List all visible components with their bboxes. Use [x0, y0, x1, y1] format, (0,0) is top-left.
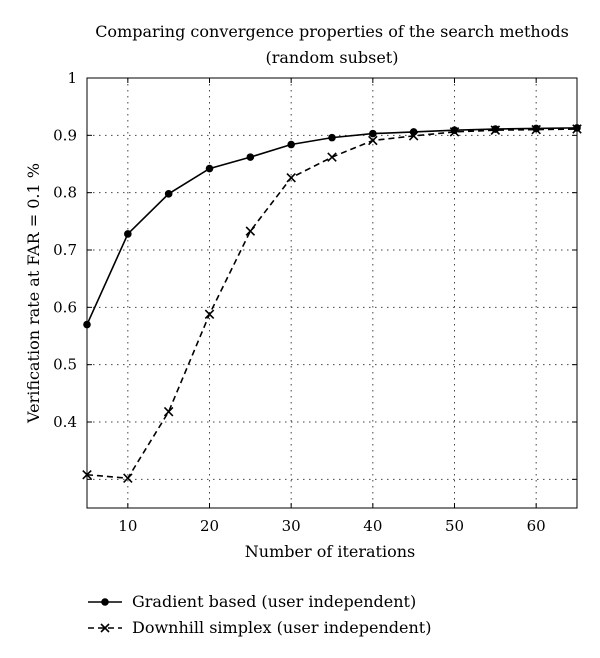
data-point — [165, 190, 173, 198]
series-line — [87, 129, 577, 478]
legend-marker-dot — [101, 598, 109, 606]
y-axis-label: Verification rate at FAR = 0.1 % — [24, 163, 43, 423]
x-tick-label: 10 — [118, 517, 138, 535]
y-tick-label: 0.8 — [53, 183, 77, 202]
data-point — [124, 230, 132, 238]
data-point — [328, 134, 336, 142]
legend-label-downhill-simplex: Downhill simplex (user independent) — [132, 618, 432, 637]
y-tick-label: 0.5 — [53, 355, 77, 374]
legend-label-gradient-based: Gradient based (user independent) — [132, 592, 417, 611]
series-group — [83, 124, 581, 482]
data-point — [246, 227, 254, 235]
data-point — [328, 153, 336, 161]
y-tick-label: 1 — [67, 69, 77, 87]
chart-title-line-2: (random subset) — [265, 48, 399, 67]
data-point — [83, 321, 91, 329]
legend-entry-gradient-based — [88, 592, 416, 611]
data-point — [369, 130, 377, 138]
x-axis-ticks — [118, 78, 545, 535]
y-tick-label: 0.4 — [53, 413, 77, 431]
data-point — [247, 153, 255, 161]
data-point — [410, 128, 418, 136]
data-point — [492, 125, 500, 133]
x-tick-label: 40 — [363, 517, 383, 535]
x-tick-label: 50 — [444, 517, 465, 535]
plot-area-frame — [87, 78, 577, 508]
chart-title-line-1: Comparing convergence properties of the search methods — [95, 22, 569, 41]
data-point — [205, 310, 213, 318]
data-point — [369, 136, 377, 144]
x-tick-label: 60 — [526, 517, 546, 535]
series-downhill-simplex — [83, 125, 581, 483]
y-tick-label: 0.6 — [53, 298, 77, 317]
data-point — [287, 141, 295, 149]
data-point — [206, 165, 214, 173]
legend — [88, 592, 431, 637]
data-point — [164, 407, 172, 415]
x-tick-label: 20 — [199, 517, 220, 535]
data-point — [532, 125, 540, 133]
x-tick-label: 30 — [281, 517, 301, 535]
y-tick-label: 0.7 — [53, 241, 77, 259]
data-point — [573, 124, 581, 132]
series-gradient-based — [83, 124, 581, 328]
grid — [87, 78, 577, 508]
legend-entry-downhill-simplex — [88, 618, 431, 637]
x-axis-label: Number of iterations — [244, 542, 416, 561]
y-tick-label: 0.9 — [53, 126, 77, 145]
